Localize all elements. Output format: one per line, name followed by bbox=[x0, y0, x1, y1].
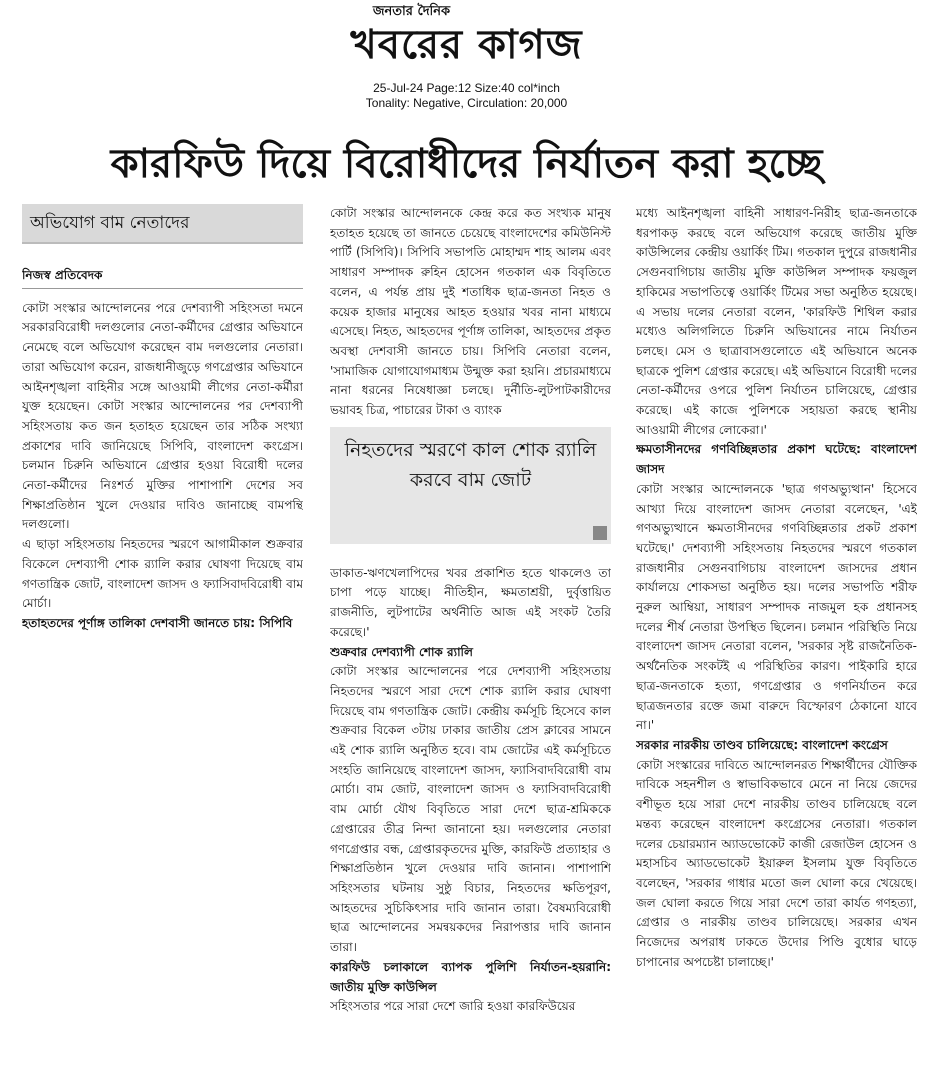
pull-quote-corner-mark bbox=[593, 526, 607, 540]
article-byline: নিজস্ব প্রতিবেদক bbox=[22, 266, 303, 289]
section-subhead: হতাহতদের পূর্ণাঙ্গ তালিকা দেশবাসী জানতে চায়: সিপিবি bbox=[22, 615, 293, 630]
article-kicker: অভিযোগ বাম নেতাদের bbox=[22, 204, 303, 244]
newspaper-name: খবরের কাগজ bbox=[350, 22, 583, 68]
article-headline: কারফিউ দিয়ে বিরোধীদের নির্যাতন করা হচ্ছে bbox=[110, 141, 823, 187]
section-subhead: শুক্রবার দেশব্যাপী শোক র‌্যালি bbox=[330, 644, 473, 659]
body-paragraph: কোটা সংস্কার আন্দোলনের পরে দেশব্যাপী সহিংসতায় নিহতদের স্মরণে সারা দেশে শোক র‌্যালি করার ঘোষণা দিয়েছে বাম গণতান্ত্রিক জোট। কেন্দ্রীয় কর্মসূচি হিসেবে কাল শুক্রবার বিকেল ৩টায় ঢাকার জাতীয় প্রেস ক্লাবের সামনে এই শোক র‌্যালি অনুষ্ঠিত হবে। বাম জোটের এই কর্মসূচিতে সংহতি জানিয়েছে বাংলাদেশ জাসদ, ফ্যাসিবাদবিরোধী বাম মোর্চা। বাম জোট, বাংলাদেশ জাসদ ও ফ্যাসিবাদবিরোধী বাম মোর্চা যৌথ বিবৃতিতে সারা দেশে ছাত্র-শ্রমিককে গ্রেপ্তারের তীব্র নিন্দা জানানো হয়। দলগুলোর নেতারা গণগ্রেপ্তার বন্ধ, গ্রেপ্তারকৃতদের মুক্তি, কারফিউ প্রত্যাহার ও শিক্ষাপ্রতিষ্ঠান খুলে দেওয়ার দাবি জানান। পাশাপাশি সহিংসতার ঘটনায় সুষ্ঠু বিচার, নিহতদের ক্ষতিপূরণ, আহতদের সুচিকিৎসার দাবি জানান তারা। বৈষম্যবিরোধী ছাত্র আন্দোলনের সমন্বয়কদের নিরাপত্তার দাবি জানান তারা। bbox=[330, 664, 611, 955]
article-column-1 bbox=[22, 204, 303, 684]
body-paragraph: কোটা সংস্কার আন্দোলনকে কেন্দ্র করে কত সংখ্যক মানুষ হতাহত হয়েছে তা জানতে চেয়েছে বাংলাদেশের কমিউনিস্ট পার্টি (সিপিবি)। সিপিবি সভাপতি মোহাম্মদ শাহ আলম এবং সাধারণ সম্পাদক রুহিন হোসেন গতকাল এক বিবৃতিতে বলেন, এ পর্যন্ত প্রায় দুই শতাধিক ছাত্র-জনতা নিহত ও কয়েক হাজার মানুষের আহত হওয়ার খবর নানা মাধ্যমে এসেছে। নিহত, আহতদের পূর্ণাঙ্গ তালিকা, আহতদের প্রকৃত অবস্থা দেশবাসী জানতে চায়। সিপিবি নেতারা বলেন, 'সামাজিক যোগাযোগমাধ্যম উন্মুক্ত করা হয়নি। প্রচারমাধ্যমে নানা ধরনের নিষেধাজ্ঞা চলছে। দুর্নীতি-লুটপাটকারীদের ভয়াবহ চিত্র, পাচারের টাকা ও ব্যাংক bbox=[330, 206, 611, 418]
body-paragraph: কোটা সংস্কার আন্দোলনকে 'ছাত্র গণঅভ্যুত্থান' হিসেবে আখ্যা দিয়ে বাংলাদেশ জাসদ নেতারা বলেছেন, 'এই গণঅভ্যুত্থানে ক্ষমতাসীনদের গণবিচ্ছিন্নতার প্রকট প্রকাশ ঘটেছে।' দেশব্যাপী সহিংসতায় নিহতদের স্মরণে গতকাল রাজধানীর সেগুনবাগিচায় বাংলাদেশ জাসদের প্রধান কার্যালয়ে শোকসভা অনুষ্ঠিত হয়। দলের সভাপতি শরীফ নুরুল আম্বিয়া, সাধারণ সম্পাদক নাজমুল হক প্রধানসহ দলের শীর্ষ নেতারা উপস্থিত ছিলেন। চলমান পরিস্থিতি নিয়ে বাংলাদেশ জাসদ নেতারা বলেন, 'সরকার সৃষ্ট রাজনৈতিক-অর্থনৈতিক সংকটই এ পরিস্থিতির কারণ। পাইকারি হারে ছাত্র-জনতাকে হত্যা, গণগ্রেপ্তার ও গণনির্যাতন করে ছাত্রজনতার রক্তে জমা বারুদে বিস্ফোরণ ঠেকানো যাবে না।' bbox=[636, 481, 917, 733]
article-column-2 bbox=[330, 204, 611, 1050]
pull-quote-text: নিহতদের স্মরণে কাল শোক র‌্যালি করবে বাম জোট bbox=[344, 438, 597, 491]
clipping-meta-tonality: Tonality: Negative, Circulation: 20,000 bbox=[365, 96, 568, 110]
body-paragraph: মধ্যে আইনশৃঙ্খলা বাহিনী সাধারণ-নিরীহ ছাত্র-জনতাকে ধরপাকড় করছে বলে অভিযোগ করেছে জাতীয় মুক্তি কাউন্সিলের কেন্দ্রীয় ওয়ার্কিং টিম। গতকাল দুপুরে রাজধানীর সেগুনবাগিচায় জাতীয় মুক্তি কাউন্সিল সম্পাদক ফয়জুল হাকিমের সভাপতিত্বে ওয়ার্কিং টিমের সভা অনুষ্ঠিত হয়েছে। এ সভায় দলের নেতারা বলেন, 'কারফিউ শিথিল করার মধ্যেও অলিগলিতে চিরুনি অভিযানের নামে নির্যাতন চলছে। মেস ও ছাত্রাবাসগুলোতে এই অভিযানে অনেক ছাত্রকে পুলিশ গ্রেপ্তার করেছে। এই অভিযানে বিরোধী দলের নেতা-কর্মীদের ওপরে পুলিশ নির্যাতন চালিয়েছে, গ্রেপ্তার করেছে। এই কাজে পুলিশকে সহায়তা করছে স্থানীয় আওয়ামী লীগের লোকেরা।' bbox=[636, 206, 917, 437]
body-paragraph: কোটা সংস্কার আন্দোলনের পরে দেশব্যাপী সহিংসতা দমনে সরকারবিরোধী দলগুলোর নেতা-কর্মীদের গ্রেপ্তার অভিযানে নেমেছে বলে অভিযোগ করেছেন বাম দলগুলোর নেতারা। তারা অভিযোগ করেন, রাজধানীজুড়ে গণগ্রেপ্তার অভিযানে আইনশৃঙ্খলা বাহিনীর সঙ্গে আওয়ামী লীগের নেতা-কর্মীরা যুক্ত হয়েছেন। কোটা সংস্কার আন্দোলনের পর দেশব্যাপী সহিংসতায় কত জন হতাহত হয়েছেন তার সঠিক সংখ্যা প্রকাশের দাবি জানিয়েছে সিপিবি, বাংলাদেশ কংগ্রেস। চলমান চিরুনি অভিযানে গ্রেপ্তার হওয়া বিরোধী দলের নেতা-কর্মীদের নিঃশর্ত মুক্তির পাশাপাশি দেশের সব শিক্ষাপ্রতিষ্ঠান খুলে দেওয়ার দাবিও জানাচ্ছে বামপন্থি দলগুলো। bbox=[22, 300, 303, 532]
section-subhead: কারফিউ চলাকালে ব্যাপক পুলিশি নির্যাতন-হয়রানি: জাতীয় মুক্তি কাউন্সিল bbox=[330, 959, 611, 994]
body-paragraph: এ ছাড়া সহিংসতায় নিহতদের স্মরণে আগামীকাল শুক্রবার বিকেলে দেশব্যাপী শোক র‌্যালি করার ঘোষণা দিয়েছে বাম গণতান্ত্রিক জোট, বাংলাদেশ জাসদ ও ফ্যাসিবাদবিরোধী বাম মোর্চা। bbox=[22, 537, 303, 611]
body-paragraph: ডাকাত-ঋণখেলাপিদের খবর প্রকাশিত হতে থাকলেও তা চাপা পড়ে যাচ্ছে। নীতিহীন, ক্ষমতাশ্রয়ী, দুর্বৃত্তায়িত রাজনীতি, লুটপাটের অর্থনীতি আজ এই সংকট তৈরি করেছে।' bbox=[330, 565, 611, 639]
body-paragraph: কোটা সংস্কারের দাবিতে আন্দোলনরত শিক্ষার্থীদের যৌক্তিক দাবিকে সহনশীল ও স্বাভাবিকভাবে মেনে না নিয়ে জেদের বশীভূত হয়ে সারা দেশে নারকীয় তাণ্ডব চালিয়েছে বলে মন্তব্য করেছেন বাংলাদেশ কংগ্রেসের নেতারা। গতকাল দলের চেয়ারম্যান অ্যাডভোকেট কাজী রেজাউল হোসেন ও মহাসচিব অ্যাডভোকেট ইয়ারুল ইসলাম যুক্ত বিবৃতিতে বলেছেন, 'সরকার গাধার মতো জল ঘোলা করে খেয়েছে। জল ঘোলা করতে গিয়ে সারা দেশে তারা কার্যত গণহত্যা, গ্রেপ্তার ও নারকীয় তাণ্ডব চালিয়েছে। সরকার এখন নিজেদের অপরাধ ঢাকতে উদোর পিণ্ডি বুধোর ঘাড়ে চাপানোর অপচেষ্টা চালাচ্ছে।' bbox=[636, 757, 917, 969]
article-column-3 bbox=[636, 204, 917, 1046]
section-subhead: সরকার নারকীয় তাণ্ডব চালিয়েছে: বাংলাদেশ কংগ্রেস bbox=[636, 737, 888, 752]
body-paragraph: সহিংসতার পরে সারা দেশে জারি হওয়া কারফিউয়ের bbox=[330, 999, 576, 1014]
clipping-meta-date-page: 25-Jul-24 Page:12 Size:40 col*inch bbox=[373, 81, 560, 95]
masthead bbox=[0, 4, 933, 70]
pull-quote-box bbox=[330, 427, 611, 544]
masthead-tagline: জনতার দৈনিক bbox=[372, 4, 451, 19]
section-subhead: ক্ষমতাসীনদের গণবিচ্ছিন্নতার প্রকাশ ঘটেছে: বাংলাদেশ জাসদ bbox=[636, 442, 917, 477]
